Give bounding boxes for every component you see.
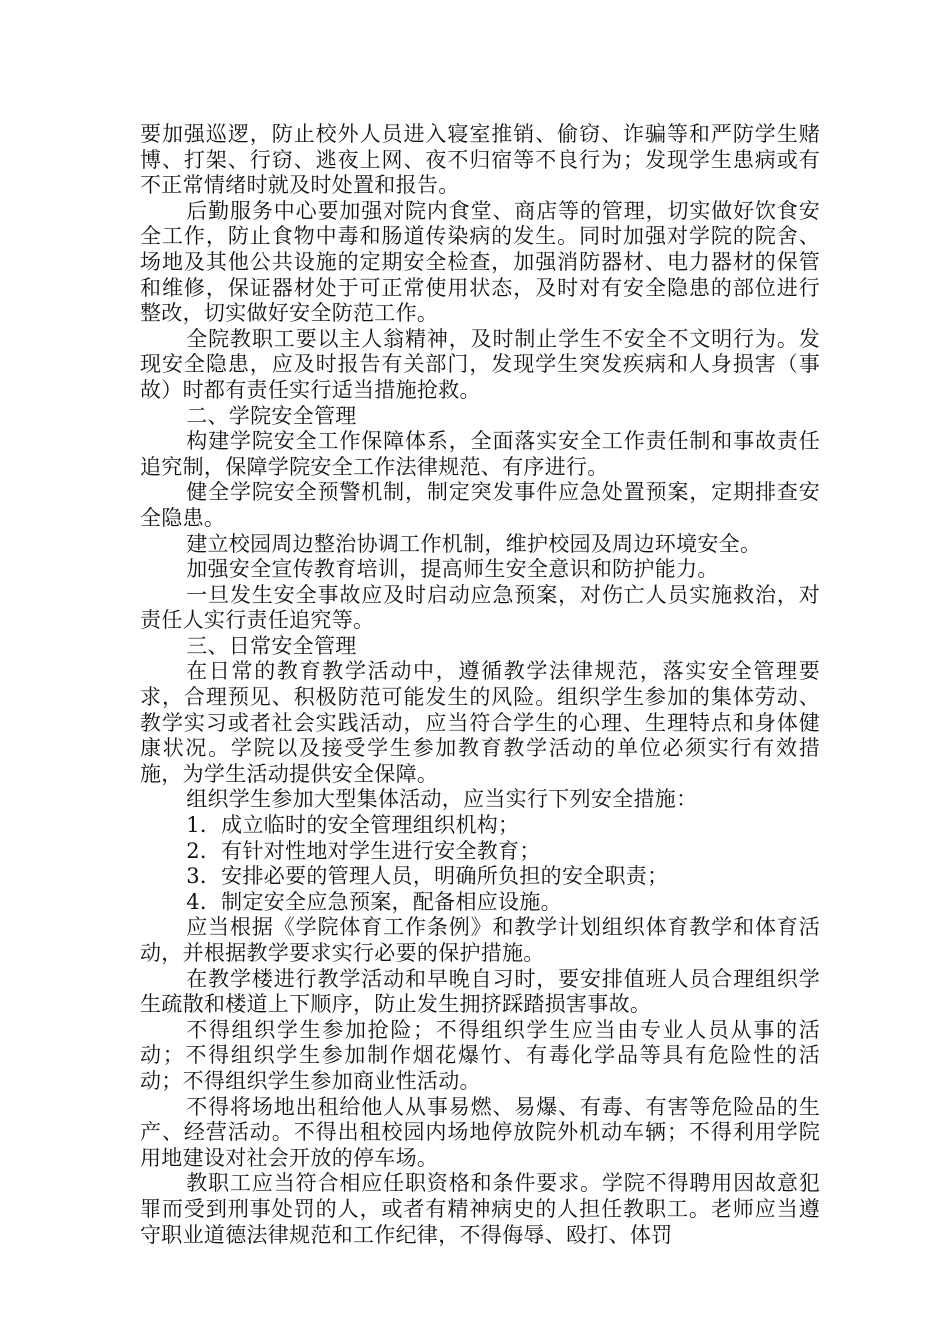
- paragraph: 健全学院安全预警机制，制定突发事件应急处置预案，定期排查安全隐患。: [140, 480, 820, 530]
- paragraph: 在日常的教育教学活动中，遵循教学法律规范，落实安全管理要求，合理预见、积极防范可能发生的风险。组织学生参加的集体劳动、教学实习或者社会实践活动，应当符合学生的心理、生理特点和身体健康状况。学院以及接受学生参加教育教学活动的单位必须实行有效措施，为学生活动提供安全保障。: [140, 659, 820, 786]
- paragraph: 不得组织学生参加抢险；不得组织学生应当由专业人员从事的活动；不得组织学生参加制作烟花爆竹、有毒化学品等具有危险性的活动；不得组织学生参加商业性活动。: [140, 1017, 820, 1093]
- paragraph: 构建学院安全工作保障体系，全面落实安全工作责任制和事故责任追究制，保障学院安全工作法律规范、有序进行。: [140, 429, 820, 479]
- paragraph: 教职工应当符合相应任职资格和条件要求。学院不得聘用因故意犯罪而受到刑事处罚的人，或者有精神病史的人担任教职工。老师应当遵守职业道德法律规范和工作纪律，不得侮辱、殴打、体罚: [140, 1171, 820, 1247]
- paragraph: 应当根据《学院体育工作条例》和教学计划组织体育教学和体育活动，并根据教学要求实行必要的保护措施。: [140, 915, 820, 965]
- paragraph-continued: 要加强巡逻，防止校外人员进入寝室推销、偷窃、诈骗等和严防学生赌博、打架、行窃、逃夜上网、夜不归宿等不良行为；发现学生患病或有不正常情绪时就及时处置和报告。: [140, 122, 820, 198]
- list-item: 1．成立临时的安全管理组织机构；: [186, 813, 520, 838]
- paragraph: 后勤服务中心要加强对院内食堂、商店等的管理，切实做好饮食安全工作，防止食物中毒和肠道传染病的发生。同时加强对学院的院舍、场地及其他公共设施的定期安全检查，加强消防器材、电力器材的保管和维修，保证器材处于可正常使用状态，及时对有安全隐患的部位进行整改，切实做好安全防范工作。: [140, 198, 820, 326]
- paragraph: 加强安全宣传教育培训，提高师生安全意识和防护能力。: [186, 557, 719, 582]
- list-item: 4．制定安全应急预案，配备相应设施。: [186, 889, 562, 914]
- paragraph: 组织学生参加大型集体活动，应当实行下列安全措施：: [186, 787, 698, 812]
- document-body: [140, 122, 820, 1248]
- section-heading: 三、日常安全管理: [186, 633, 357, 658]
- paragraph: 不得将场地出租给他人从事易燃、易爆、有毒、有害等危险品的生产、经营活动。不得出租校园内场地停放院外机动车辆；不得利用学院用地建设对社会开放的停车场。: [140, 1094, 820, 1170]
- list-item: 2．有针对性地对学生进行安全教育；: [186, 838, 541, 863]
- list-item: 3．安排必要的管理人员，明确所负担的安全职责；: [186, 864, 669, 889]
- section-heading: 二、学院安全管理: [186, 403, 357, 428]
- paragraph: 全院教职工要以主人翁精神，及时制止学生不安全不文明行为。发现安全隐患，应及时报告有关部门，发现学生突发疾病和人身损害（事故）时都有责任实行适当措施抢救。: [140, 326, 820, 402]
- paragraph: 在教学楼进行教学活动和早晚自习时，要安排值班人员合理组织学生疏散和楼道上下顺序，防止发生拥挤踩踏损害事故。: [140, 966, 820, 1017]
- paragraph: 一旦发生安全事故应及时启动应急预案，对伤亡人员实施救治，对责任人实行责任追究等。: [140, 582, 820, 633]
- paragraph: 建立校园周边整治协调工作机制，维护校园及周边环境安全。: [186, 531, 762, 556]
